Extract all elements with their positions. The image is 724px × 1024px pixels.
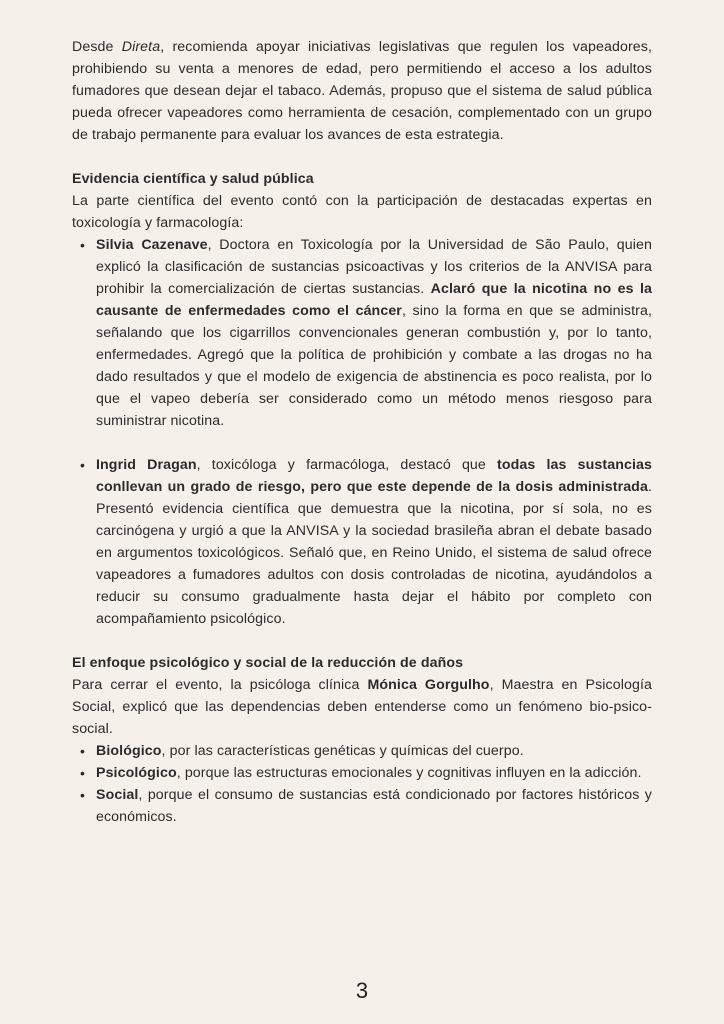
intro-paragraph: [72, 36, 652, 146]
list-item: [72, 740, 652, 762]
spacer: [72, 146, 652, 168]
experts-list-2: [72, 454, 652, 630]
document-page: [72, 36, 652, 828]
item-label: Social: [96, 787, 139, 803]
intro-direta: Direta: [121, 39, 161, 55]
list-item: [72, 784, 652, 828]
item-text: , porque el consumo de sustancias está condicionado por factores históricos y económicos.: [96, 787, 652, 825]
item-label: Psicológico: [96, 765, 177, 781]
spacer: [72, 630, 652, 652]
experts-list: [72, 234, 652, 432]
expert-name: Ingrid Dragan: [96, 457, 197, 473]
speaker-name: Mónica Gorgulho: [367, 677, 490, 693]
intro-text: Para cerrar el evento, la psicóloga clínica: [72, 677, 368, 693]
list-item: [72, 762, 652, 784]
section-heading-psychological: El enfoque psicológico y social de la reducción de daños: [72, 655, 464, 671]
section-heading-evidence: Evidencia científica y salud pública: [72, 171, 314, 187]
page-number: 3: [355, 978, 369, 1003]
expert-text: , Doctora en Toxicología por la Universidad de São Paulo, quien explicó la clasificación de sustancias psicoactivas y los criterios de la ANVISA para prohibir la comercialización de ciertas sustancias.: [96, 237, 653, 297]
expert-name: Silvia Cazenave: [96, 237, 208, 253]
intro-text-1: Desde: [72, 39, 122, 55]
intro-text-2: , recomienda apoyar iniciativas legislativas que regulen los vapeadores, prohibiendo su venta a menores de edad, pero permitiendo el acceso a los adultos fumadores que desean dejar el tabaco. Además, propuso que el sistema de salud pública pueda ofrecer vapeadores como herramienta de cesación, complementado con un grupo de trabajo permanente para evaluar los avances de esta estrategia.: [72, 39, 652, 143]
expert-text: . Presentó evidencia científica que demuestra que la nicotina, por sí sola, no es carcinógena y urgió a que la ANVISA y la sociedad brasileña abran el debate basado en argumentos toxicológicos. Señaló que, en Reino Unido, el sistema de salud ofrece vapeadores a fumadores adultos con dosis controladas de nicotina, ayudándolos a reducir su consumo gradualmente hasta dejar el hábito por completo con acompañamiento psicológico.: [96, 479, 652, 627]
item-label: Biológico: [96, 743, 162, 759]
section-intro-evidence: La parte científica del evento contó con la participación de destacadas expertas en toxicología y farmacología:: [72, 193, 652, 231]
expert-highlight: todas las sustancias conllevan un grado de riesgo, pero que este depende de la dosis administrada: [96, 457, 652, 495]
spacer: [72, 432, 652, 454]
list-item-expert-cazenave: [72, 234, 652, 432]
intro-text: , Maestra en Psicología Social, explicó que las dependencias deben entenderse como un fenómeno bio-psico-social.: [72, 677, 652, 737]
expert-text: , toxicóloga y farmacóloga, destacó que: [196, 457, 498, 473]
item-text: , por las características genéticas y químicas del cuerpo.: [161, 743, 524, 759]
expert-text: , sino la forma en que se administra, señalando que los cigarrillos convencionales generan combustión y, por lo tanto, enfermedades. Agregó que la política de prohibición y combate a las drogas no ha dado resultados y que el modelo de exigencia de abstinencia es poco realista, por lo que el vapeo debería ser considerado como un método menos riesgoso para suministrar nicotina.: [96, 303, 653, 429]
item-text: , porque las estructuras emocionales y cognitivas influyen en la adicción.: [176, 765, 642, 781]
list-item-expert-dragan: [72, 454, 652, 630]
section-intro-psychological: [72, 674, 652, 740]
expert-highlight: Aclaró que la nicotina no es la causante de enfermedades como el cáncer: [96, 281, 652, 319]
dimensions-list: [72, 740, 652, 828]
